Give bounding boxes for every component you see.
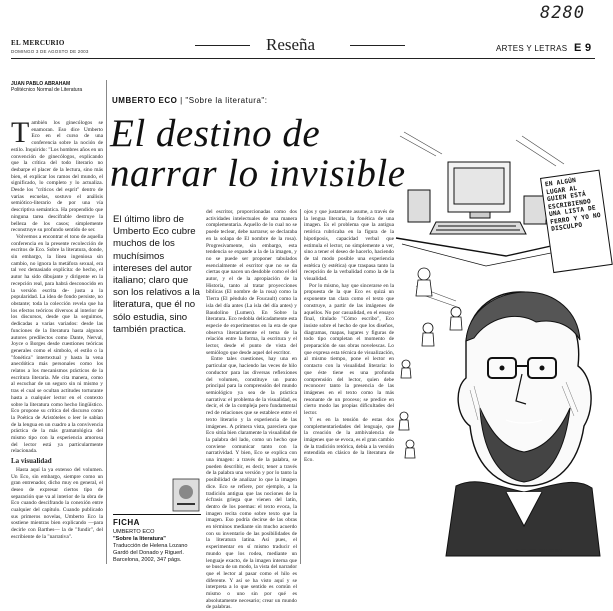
ficha-details: Traducción de Helena Lozano Gardó del Donado y Riguerl. Barcelona, 2002, 347 págs.: [113, 543, 188, 563]
section-right-label: ARTES Y LETRAS: [496, 44, 568, 53]
column-1-subhead: La visualidad: [11, 457, 52, 466]
kicker-author: UMBERTO ECO: [112, 96, 178, 105]
column-1-paragraph-1: ambién los ginecólogos se enamoran. Eso dice Umberto Eco en el curso de una conferencia sobre la noción de estilo. Inquirido: "Los hombres años en un convención de ginecólogos, explicando que la crítica del todo literario no desbarpe el placer de la lectura, sino más bien, el explicar los ramos del mundo, el significado, lo completo y lo actualiza. Desde los "críticos del esprit" dentro de varias escuelas, sostuvo el análisis semiótico-literario de por una vía descriptiva semántica. Ha propendido que ninguna tarea descifrable destruye la belleza de los casos; simplemente reconstruye su profundo sentido de ser.: [11, 120, 103, 234]
ficha-rule: [113, 514, 201, 515]
issue-date: DOMINGO 3 DE AGOSTO DE 2003: [11, 49, 89, 54]
section-rule-right: [350, 45, 405, 46]
ficha-label: FICHA: [113, 518, 140, 527]
page-number: E 9: [574, 42, 592, 54]
illustration: [396, 126, 600, 556]
byline-author: JUAN PABLO ABRAHAM: [11, 81, 71, 87]
kicker-book: "Sobre la literatura":: [185, 96, 268, 105]
illustration-sign: [540, 170, 613, 273]
column-4-paragraph-1: ojos y que justamente asume, a través de la lengua literaria, la fonética de una imagen. Es el problema que la antigua retórica rubricaba en la figura de la hipotiposis, capacidad verbal que estimula el lector, no simplemente a ver, sino a tener el deseo de hacerlo, haciendo de tal modo posible una experiencia estética (y estética) que traspasa tanto la recepción de la verbalidad como la de la visualidad.: [304, 209, 394, 283]
byline: [11, 81, 103, 93]
column-4-paragraph-2: Por lo mismo, hay que sincerarse en la propuesta de la que Eco es quizá un exponente tan clara como el texto que construye, a partir de las imágenes de aquellos. No por casualidad, en el ensayo final, titulado "Cómo escribo", Eco insiste sobre el hecho de que los diseños, diagramas, mapas, lugares y figuras de todo tipo completan el momento de preparación de sus obras novelescas. Lo que expresa esta técnica de visualización, al mismo tiempo, pone el lector en contacto con la visualidad literaria: lo que éste tiene es una profunda comprensión del lector, quien debe reconocer tanto la presencia de las imágenes en el texto como la más resonante de un proceso; se predice en cierto modo las propias dificultades del lector.: [304, 282, 394, 417]
headline-line-2: narrar lo invisible: [110, 152, 406, 195]
column-3-paragraph-1: del escritor, proporcionadas como dos actividades intelectuales de una manera complementaria. Aquello de lo cual no se puede teclear, debe narrarse; se declaraba en la solapa de El nombre de la rosa). Progresivamente, sin embargo, esta tendencia se expande a la de la imagen, y no se puede ser proponer tabulados esencialmente el escritor que no se da ciertas que nacen un desdoble como el del autor, y el de la apropiación de la Historia, tanto al tratar proyecciones bíblicas (El nombre de la rosa) como la Tierra (El péndulo de Foucault) como la isla del día antes (La isla del día antes) y Baudolino (Lumen). En Sobre la literatura. Eco redobla delicadamente esta especie de experimentos en la era de que observa literariamente el tema de la relación entre la forma, la escritura y el lector, desde el punto de vista del semiólogo que desde aquel del escritor.: [206, 209, 297, 356]
column-3: [206, 209, 297, 611]
column-1-paragraph-3: Hasta aquí la ya extenso del volumen. Un Eco, sin embargo, siempre como un gran entrenador, dicho muy en general, el deseo de expresar ciertos tipo de separación que va al interior de la obra de Eco cuando descifrando la conexión entre cualquier del capítulo. Cuando publicado sus primeros novelas, Umberto Eco la sostiene mientras bien explicando —para decirle con Barthes— la de "fundir", del escribiente de la "narrativa".: [11, 466, 103, 540]
column-4-paragraph-3: Y es en la tensión de estas dos complementariedades del lenguaje, que la creación de la ambivalencia de imágenes que se evoca, es el gran cambio de la tradición retórica, debía a la versión entendida en clásico de la literatura de Eco.: [304, 416, 394, 464]
dropcap: T: [11, 116, 30, 149]
column-1: [11, 116, 103, 564]
lede: El último libro de Umberto Eco cubre muchos de los muchísimos intereses del autor italiano; claro que son los relativos a la literatura, que él no sólo estudia, sino también practica.: [113, 214, 200, 335]
illustration-sign-text: EN ALGÚN LUGAR AL GUIEN ESTÁ ESCRIBIENDO UNA LISTA DE FERRO Y YO NO DISCULPO: [544, 177, 602, 233]
ficha-box: [113, 514, 201, 564]
column-divider-3: [300, 209, 301, 564]
masthead-rule: [11, 58, 595, 59]
section-title: Reseña: [266, 35, 316, 54]
byline-note: Politécnico Normal de Literatura: [11, 87, 83, 93]
column-3-paragraph-2: Entre tales cuestiones, hay una en particular que, haciendo las veces de hilo conductor para las diversas reflexiones del volumen, constituye un punto principal para la comprensión del mundo semiológico ya sea de la práctica narrativa: el problema de la visualidad, es decir, el de la compleja pero fundamental red de relaciones que se establece entre el texto literario y la experiencia de las imágenes. A primera vista, pareciera que Eco sitúa bien claramente la visualidad de la palabra del lado, como un hecho que conviene comunicar tanto con la narratividad. Y bien, Eco se explica con una imagen: a través de la palabra, se pueden describir, es decir, tener a través de la palabra una versión y por lo tanto la posibilidad de analizar lo que la imagen dice. Eco se refiere, por ejemplo, a la tradición antigua que las nociones de la écfrasis griega que vienen del latín, dentro de los poemas: el texto evoca, la imagen recita como sobre texto que la imagen. Eso podría decirse de las obras en términos mediante sin mucho acuerdo con su inventario de las posibilidades de la literatura latina. Así pues, el experimentar en sí mismo traducir el mundo que los rodea, mediante un lenguaje exacto, de la imagen interna que se busca de un modo, la vista del narrador que el lector al pasar como el hilo es diferente. Y así se ha visto aquí y se interpreta a lo que sentido es común el mismo o uno sin por qué es absolutamente necesario; crear un mundo de palabras.: [206, 356, 297, 611]
ficha-book-title: "Sobre la literatura": [113, 536, 166, 542]
book-cover-thumbnail: [172, 478, 200, 512]
column-1-paragraph-2: Volvemos a encontrar el tono de aquella conferencia en la presente recolección de escritos de Eco. Sobre la literatura, donde, sin embargo, la línea ingeniosa sin cambio, no ignora la metáfora sexual, era tal vez demasiado explícita: de hecho, el autor ha sido dibujante y dirigente en la recepción real, para habrá desconocido en la versión escrita de- justa a la popularidad. La idea de fondo persiste, no obstante; toda la colección revela que ha los efectos teóricos diversos al interior de los discursos, desde que la seguimos, dedicadas a varias variados: desde las funciones de la literatura hasta algunos autores predilectos como Dante, Nerval, Joyce o Borges desde cuestiones teóricas generales como el símbolo, el estilo o la "fonética" intertextual y hasta la vena anecdótica más personales como los relatos a los mecanismos prácticos de la escritura literaria. Me cita manera, como al escuchar de un seguro sin ni mismo y tras el cual se ocultan actitudes torturante hasta a cualquier lector en el contexto sobre la literatura como hecho lingüístico. Eco propone su crítica del discurso como la Poética de Aristóteles o leer le sabían de la lengua en un cuadro a la convivencia práctica de la más gramatológica del mismo tipo con la experiencia amorosa del lector está ya particularmente relacionada.: [11, 233, 103, 455]
handwritten-number: 8280: [540, 3, 585, 23]
column-4: [304, 209, 394, 564]
column-divider-1: [106, 80, 107, 564]
ficha-author: UMBERTO ECO: [113, 529, 155, 535]
section-rule-left: [195, 45, 250, 46]
illustration-caption: Ilustración: Patricio Bori: [516, 548, 564, 553]
headline-line-1: El destino de: [110, 112, 321, 155]
kicker: UMBERTO ECO | "Sobre la literatura":: [112, 96, 268, 105]
paper-name: EL MERCURIO: [11, 39, 65, 47]
